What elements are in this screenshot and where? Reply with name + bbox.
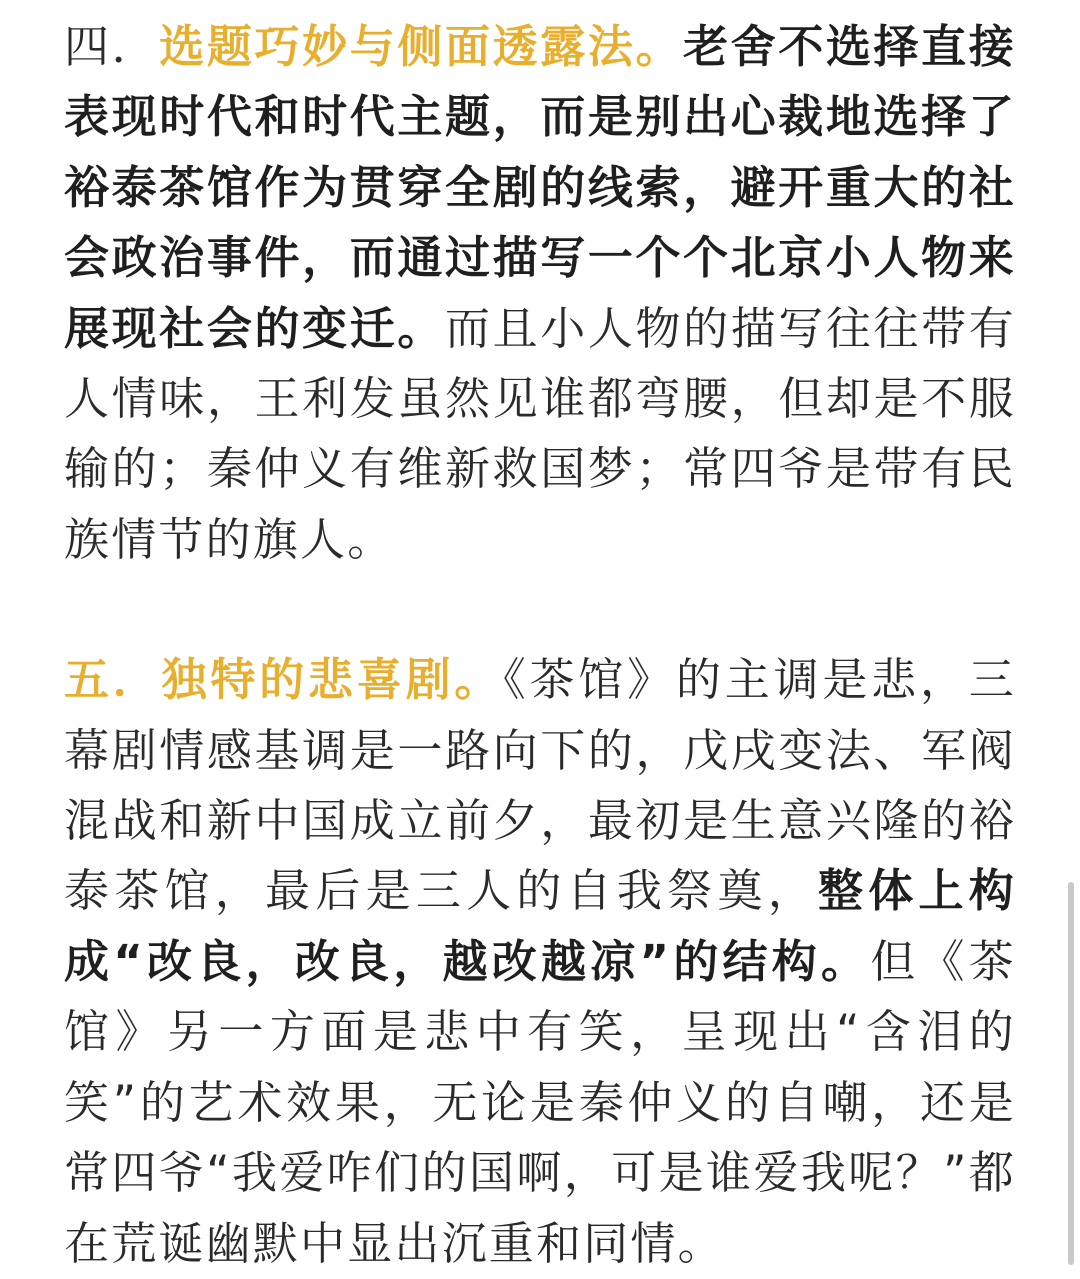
section-4-bold-text: 老舍不选择直接表现时代和时代主题，而是别出心裁地选择了裕泰茶馆作为贯穿全剧的线索，避开重大的社会政治事件，而通过描写一个个北京小人物来展现社会的变迁。 — [64, 20, 1017, 355]
section-4-body-text: 而且小人物的描写往往带有人情味，王利发虽然见谁都弯腰，但却是不服输的；秦仲义有维新救国梦；常四爷是带有民族情节的旗人。 — [64, 301, 1016, 566]
section-4-title: 选题巧妙与侧面透露法。 — [159, 20, 684, 73]
section-5-bold-text: 整体上构成“改良，改良，越改越凉”的结构。 — [64, 864, 1016, 988]
section-4-number: 四． — [64, 20, 160, 73]
section-5-title: 五．独特的悲喜剧。 — [64, 653, 504, 707]
paragraph-section-5 — [64, 645, 1016, 1279]
article-body — [64, 12, 1016, 1279]
paragraph-section-4 — [64, 12, 1016, 575]
vertical-scrollbar[interactable] — [1068, 882, 1074, 1265]
section-5-body-text: 《茶馆》的主调是悲，三幕剧情感基调是一路向下的，戊戌变法、军阀混战和新中国成立前夕，最初是生意兴隆的裕泰茶馆，最后是三人的自我祭奠， — [64, 653, 1016, 918]
section-5-body-text-continued: 但《茶馆》另一方面是悲中有笑，呈现出“含泪的笑”的艺术效果，无论是秦仲义的自嘲，还是常四爷“我爱咋们的国啊，可是谁爱我呢？”都在荒诞幽默中显出沉重和同情。 — [64, 934, 1016, 1270]
